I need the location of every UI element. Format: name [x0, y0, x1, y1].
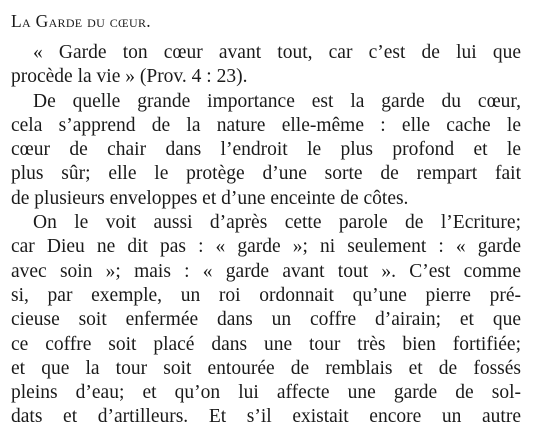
text-line: si, par exemple, un roi ordonnait qu’une pierre pré- — [11, 284, 521, 306]
text-line: dats et d’artilleurs. Et s’il existait encore un autre — [11, 406, 521, 428]
text-line: cœur de chair dans l’endroit le plus profond et le — [11, 139, 521, 161]
text-line: et que la tour soit entourée de remblais et de fossés — [11, 357, 521, 379]
text-line: « Garde ton cœur avant tout, car c’est de lui que — [33, 42, 521, 63]
section-heading: La Garde du cœur. — [11, 11, 151, 31]
text-line: ce coffre soit placé dans une tour très bien fortifiée; — [11, 333, 521, 355]
paragraph-2 — [11, 90, 521, 211]
text-line: procède la vie » (Prov. 4 : 23). — [11, 66, 248, 88]
text-line: On le voit aussi d’après cette parole de l’Ecriture; — [33, 212, 521, 234]
text-line: plus sûr; elle le protège d’une sorte de rempart fait — [11, 163, 521, 185]
paragraph-3 — [11, 211, 521, 430]
paragraph-1 — [11, 41, 521, 90]
text-line: de plusieurs enveloppes et d’une enceinte de côtes. — [11, 187, 409, 209]
text-line: De quelle grande importance est la garde du cœur, — [33, 90, 521, 112]
text-line: cela s’apprend de la nature elle-même : elle cache le — [11, 114, 521, 136]
text-line: avec soin »; mais : « garde avant tout ». C’est comme — [11, 260, 521, 282]
text-line: car Dieu ne dit pas : « garde »; ni seulement : « garde — [11, 236, 521, 258]
text-line: pleins d’eau; et qu’on lui affecte une garde de sol- — [11, 382, 521, 404]
text-line: cieuse soit enfermée dans un coffre d’airain; et que — [11, 309, 521, 331]
